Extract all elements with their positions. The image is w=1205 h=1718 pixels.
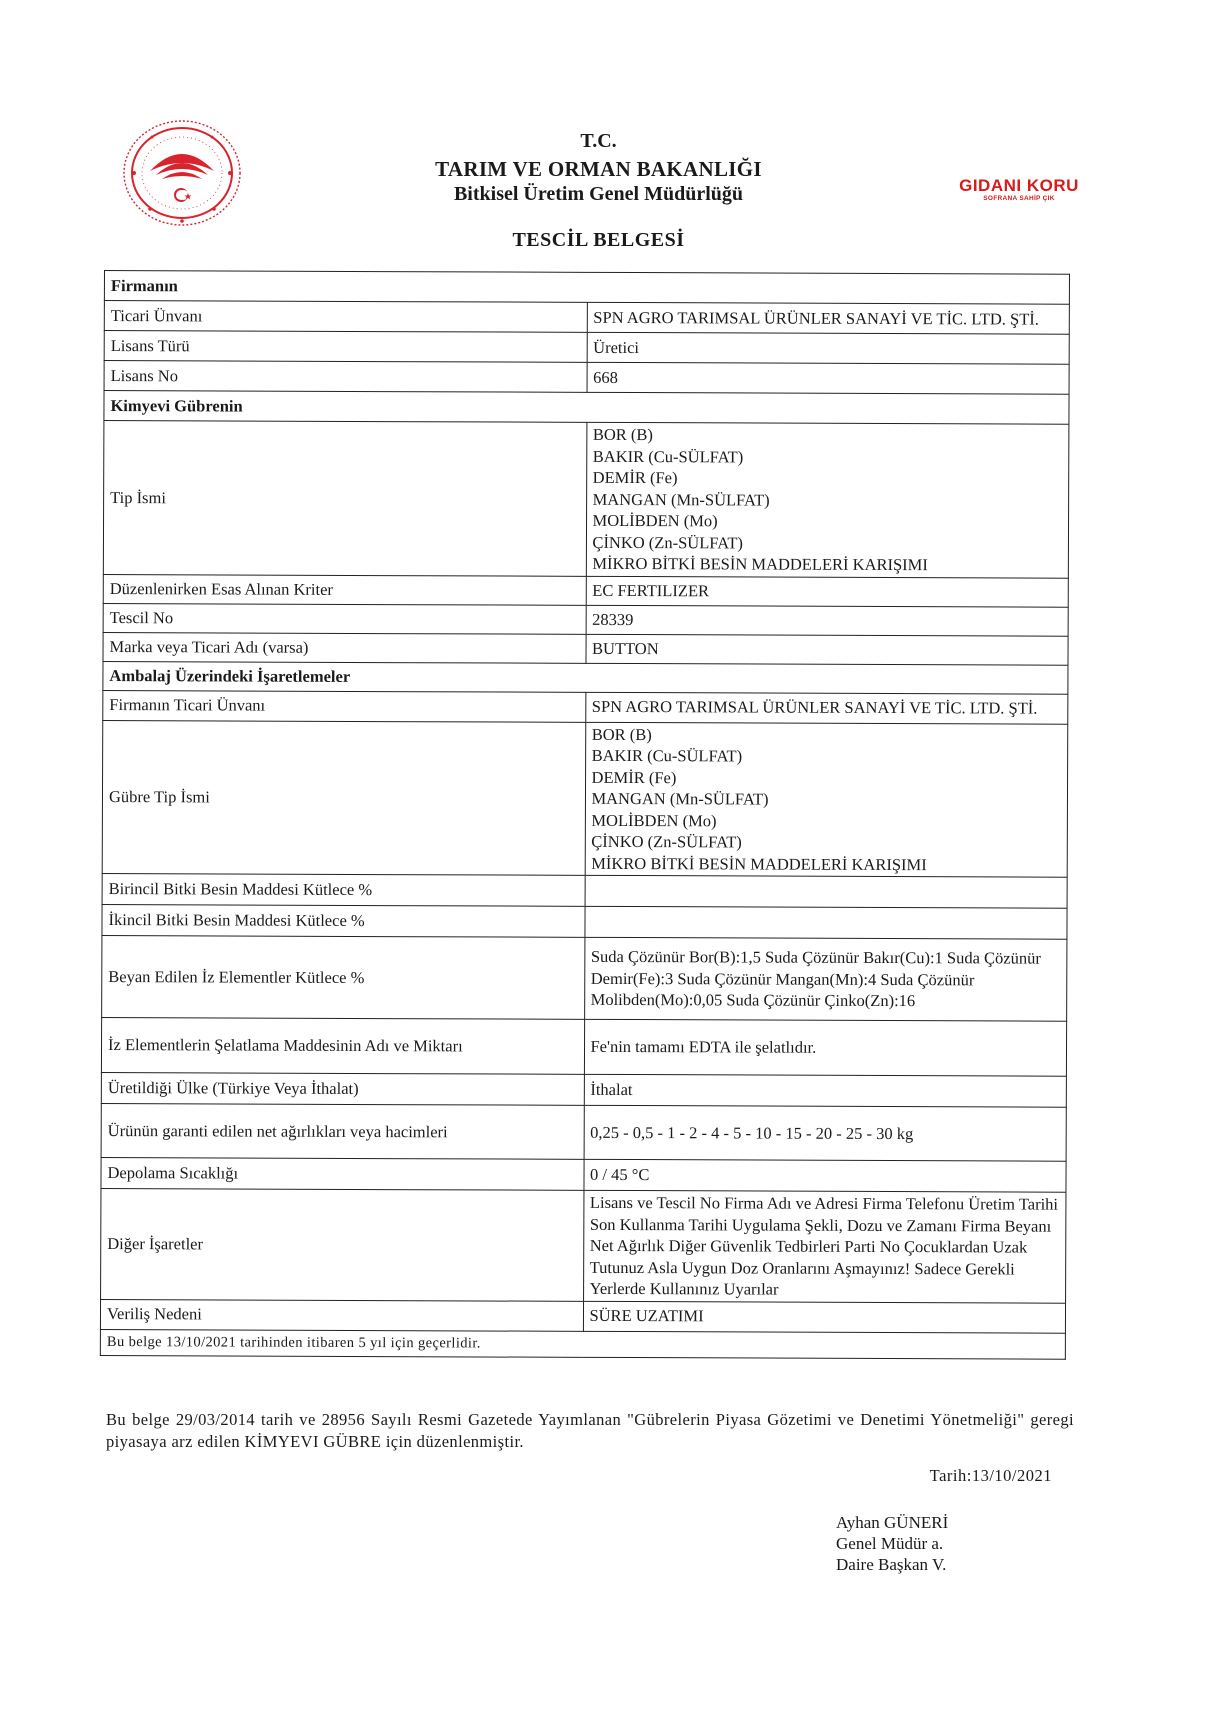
value-lisans-no: 668 <box>587 362 1070 394</box>
header-directorate: Bitkisel Üretim Genel Müdürlüğü <box>453 183 744 205</box>
label-pack-firm: Firmanın Ticari Ünvanı <box>103 690 586 722</box>
signatory-title-2: Daire Başkan V. <box>836 1555 947 1574</box>
label-ticari-unvani: Ticari Ünvanı <box>104 301 587 333</box>
label-net-agirlik: Ürünün garanti edilen net ağırlıkları veya hacimleri <box>101 1103 584 1159</box>
value-gubre-tip-ismi <box>585 722 1068 877</box>
section-firm: Firmanın <box>104 271 1069 305</box>
label-selatlama: İz Elementlerin Şelatlama Maddesinin Adı ve Miktarı <box>101 1017 584 1074</box>
value-pack-firm: SPN AGRO TARIMSAL ÜRÜNLER SANAYİ VE TİC. LTD. ŞTİ. <box>585 692 1068 724</box>
label-kriter: Düzenlenirken Esas Alınan Kriter <box>103 574 586 605</box>
value-depolama: 0 / 45 °C <box>583 1159 1066 1192</box>
gubre-tip-line: MİKRO BİTKİ BESİN MADDELERİ KARIŞIMI <box>591 853 927 874</box>
section-packaging: Ambalaj Üzerindeki İşaretlemeler <box>103 661 1068 694</box>
signatory-title-1: Genel Müdür a. <box>836 1534 944 1553</box>
label-diger-isaretler: Diğer İşaretler <box>101 1188 584 1300</box>
gubre-tip-line: MOLİBDEN (Mo) <box>591 810 717 830</box>
value-lisans-turu: Üretici <box>587 332 1070 364</box>
value-verilis-nedeni: SÜRE UZATIMI <box>583 1301 1066 1333</box>
section-fertilizer: Kimyevi Gübrenin <box>104 391 1069 425</box>
gidani-koru-logo-subtext: SOFRANA SAHİP ÇIK <box>983 195 1055 202</box>
value-marka: BUTTON <box>585 634 1068 665</box>
label-birincil: Birincil Bitki Besin Maddesi Kütlece % <box>102 873 585 906</box>
label-marka: Marka veya Ticari Adı (varsa) <box>103 632 586 663</box>
value-diger-isaretler: Lisans ve Tescil No Firma Adı ve Adresi Firma Telefonu Üretim Tarihi Son Kullanma Tarihi Uygulama Şekli, Dozu ve Zamanı Firma Beyanı Net Ağırlık Diğer Güvenlik Tedbirleri Parti No Çocuklardan Uzak Tutunuz Asla Uygun Doz Oranlarını Aşmayınız! Sadece Gerekli Yerlerde Kullanınız Uyarılar <box>583 1190 1066 1302</box>
label-lisans-turu: Lisans Türü <box>104 331 587 363</box>
value-selatlama: Fe'nin tamamı EDTA ile şelatlıdır. <box>584 1019 1067 1076</box>
value-ticari-unvani: SPN AGRO TARIMSAL ÜRÜNLER SANAYİ VE TİC. LTD. ŞTİ. <box>587 302 1070 334</box>
document-date: Tarih:13/10/2021 <box>929 1466 1052 1485</box>
gidani-koru-logo-text: GIDANI KORU <box>959 176 1079 195</box>
tip-ismi-line: DEMİR (Fe) <box>592 467 678 488</box>
tip-ismi-line: MANGAN (Mn-SÜLFAT) <box>592 489 770 510</box>
tip-ismi-line: BAKIR (Cu-SÜLFAT) <box>592 446 744 466</box>
value-birincil <box>585 875 1068 908</box>
header-tc: T.C. <box>580 130 617 152</box>
label-depolama: Depolama Sıcaklığı <box>101 1157 584 1190</box>
gubre-tip-line: BOR (B) <box>591 724 652 744</box>
registration-table <box>100 270 1070 1360</box>
document-title: TESCİL BELGESİ <box>512 229 685 251</box>
label-gubre-tip-ismi: Gübre Tip İsmi <box>102 720 585 875</box>
tip-ismi-line: ÇİNKO (Zn-SÜLFAT) <box>592 532 743 552</box>
value-tip-ismi <box>586 422 1069 577</box>
tip-ismi-line: MİKRO BİTKİ BESİN MADDELERİ KARIŞIMI <box>592 553 928 575</box>
value-ikincil <box>584 906 1067 939</box>
label-uretildigi-ulke: Üretildiği Ülke (Türkiye Veya İthalat) <box>101 1072 584 1105</box>
value-uretildigi-ulke: İthalat <box>584 1074 1067 1107</box>
signature-block <box>836 1512 948 1575</box>
tip-ismi-line: MOLİBDEN (Mo) <box>592 510 718 531</box>
validity-statement: Bu belge 13/10/2021 tarihinden itibaren 5 yıl için geçerlidir. <box>100 1329 1065 1359</box>
tip-ismi-line: BOR (B) <box>592 424 653 445</box>
label-tescil-no: Tescil No <box>103 603 586 634</box>
value-kriter: EC FERTILIZER <box>586 576 1069 607</box>
value-iz-elementler: Suda Çözünür Bor(B):1,5 Suda Çözünür Bakır(Cu):1 Suda Çözünür Demir(Fe):3 Suda Çözünür Mangan(Mn):4 Suda Çözünür Molibden(Mo):0,05 Suda Çözünür Çinko(Zn):16 <box>584 937 1067 1021</box>
label-tip-ismi: Tip İsmi <box>103 421 586 576</box>
gubre-tip-line: MANGAN (Mn-SÜLFAT) <box>591 788 769 809</box>
regulation-note: Bu belge 29/03/2014 tarih ve 28956 Sayılı Resmi Gazetede Yayımlanan "Gübrelerin Piyasa Gözetimi ve Denetimi Yönetmeliği" geregi piyasaya arz edilen KİMYEVI GÜBRE için düzenlenmiştir. <box>106 1410 1074 1451</box>
label-lisans-no: Lisans No <box>104 361 587 393</box>
signatory-name: Ayhan GÜNERİ <box>836 1513 949 1532</box>
gubre-tip-line: ÇİNKO (Zn-SÜLFAT) <box>591 831 742 852</box>
gubre-tip-line: BAKIR (Cu-SÜLFAT) <box>591 745 743 766</box>
label-verilis-nedeni: Veriliş Nedeni <box>100 1299 583 1331</box>
label-iz-elementler: Beyan Edilen İz Elementler Kütlece % <box>102 935 585 1019</box>
header-ministry: TARIM VE ORMAN BAKANLIĞI <box>435 157 762 181</box>
value-tescil-no: 28339 <box>586 605 1069 636</box>
label-ikincil: İkincil Bitki Besin Maddesi Kütlece % <box>102 904 585 937</box>
gubre-tip-line: DEMİR (Fe) <box>591 767 677 787</box>
registration-table-wrapper <box>100 270 1070 1360</box>
value-net-agirlik: 0,25 - 0,5 - 1 - 2 - 4 - 5 - 10 - 15 - 20 - 25 - 30 kg <box>584 1105 1067 1161</box>
gidani-koru-logo <box>958 177 1080 203</box>
